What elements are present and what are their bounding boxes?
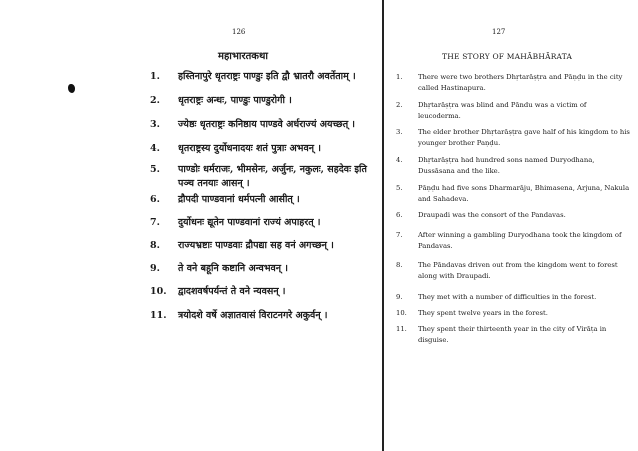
- verse-text: दुर्योधनः द्यूतेन पाण्डवानां राज्यं अपाहरत् ।: [178, 217, 321, 228]
- item-text: The Pāndavas driven out from the kingdom went to forest along with Draupadi.: [418, 261, 618, 280]
- verse-text: ज्येष्ठः धृतराष्ट्रः कनिष्ठाय पाण्डवे अर्धराज्यं अयच्छत् ।: [178, 119, 356, 130]
- verse-text: राज्यभ्रष्टाः पाण्डवाः द्रौपद्या सह वनं अगच्छन् ।: [178, 240, 334, 251]
- page-number: 126: [232, 28, 246, 36]
- verse-text: द्रौपदी पाण्डवानां धर्मपत्नी आसीत् ।: [178, 194, 300, 205]
- item-text: Draupadi was the consort of the Pandavas.: [418, 211, 566, 219]
- item-number: 11.: [396, 325, 407, 333]
- item-number: 1.: [396, 73, 403, 81]
- right-page: [384, 0, 638, 451]
- verse-text: द्वादशवर्षपर्यन्तं ते वने न्यवसन् ।: [178, 286, 286, 297]
- page-number: 127: [492, 28, 506, 36]
- verse-number: 5.: [150, 164, 160, 175]
- verse-number: 2.: [150, 95, 160, 106]
- item-text: They spent twelve years in the forest.: [418, 309, 548, 317]
- english-title: THE STORY OF MAHĀBHĀRATA: [442, 52, 573, 61]
- sanskrit-title: महाभारतकथा: [218, 51, 268, 62]
- item-text: There were two brothers Dhṛtarāṣṭra and Pāṇḍu in the city called Hastinapura.: [418, 73, 623, 92]
- verse-text: हस्तिनापुरे धृतराष्ट्रः पाण्डुः इति द्वौ भ्रातरौ अवर्तेताम् ।: [178, 71, 356, 82]
- item-text: After winning a gambling Duryodhana took the kingdom of Pandavas.: [418, 231, 622, 250]
- item-number: 3.: [396, 128, 403, 136]
- verse-number: 3.: [150, 119, 160, 130]
- item-number: 9.: [396, 293, 403, 301]
- item-text: Pāṇḍu had five sons Dharmarāju, Bhimasena, Arjuna, Nakula and Sahadeva.: [418, 184, 630, 203]
- verse-text: त्रयोदशे वर्षे अज्ञातवासं विराटनगरे अकुर्वन् ।: [178, 310, 328, 321]
- item-text: They spent their thirteenth year in the city of Virāṭa in disguise.: [418, 325, 607, 344]
- item-text: Dhṛtarāṣṭra had hundred sons named Duryodhana, Dussāsana and the like.: [418, 156, 595, 175]
- verse-number: 4.: [150, 143, 160, 154]
- verse-number: 9.: [150, 263, 160, 274]
- verse-number: 7.: [150, 217, 160, 228]
- verse-number: 1.: [150, 71, 160, 82]
- verse-number: 6.: [150, 194, 160, 205]
- verse-text: पाण्डोः धर्मराजः, भीमसेनः, अर्जुनः, नकुलः, सहदेवः इति पञ्च तनयाः आसन् ।: [178, 164, 367, 189]
- verse-number: 10.: [150, 286, 167, 297]
- ink-blot: [68, 84, 75, 93]
- item-text: They met with a number of difficulties in the forest.: [418, 293, 597, 301]
- verse-number: 8.: [150, 240, 160, 251]
- item-number: 4.: [396, 156, 403, 164]
- item-number: 6.: [396, 211, 403, 219]
- item-number: 8.: [396, 261, 403, 269]
- item-number: 2.: [396, 101, 403, 109]
- item-number: 5.: [396, 184, 403, 192]
- item-number: 7.: [396, 231, 403, 239]
- verse-text: धृतराष्ट्रस्य दुर्योधनादयः शतं पुत्राः अभवन् ।: [178, 143, 321, 154]
- item-text: The elder brother Dhṛtarāṣṭra gave half of his kingdom to his younger brother Paṇḍu.: [418, 128, 630, 147]
- verse-text: धृतराष्ट्रः अन्धः, पाण्डुः पाण्डुरोगी ।: [178, 95, 292, 106]
- item-number: 10.: [396, 309, 407, 317]
- item-text: Dhṛtarāṣṭra was blind and Pāndu was a victim of leucoderma.: [418, 101, 587, 120]
- verse-number: 11.: [150, 310, 167, 321]
- verse-text: ते वने बहूनि कष्टानि अन्वभवन् ।: [178, 263, 288, 274]
